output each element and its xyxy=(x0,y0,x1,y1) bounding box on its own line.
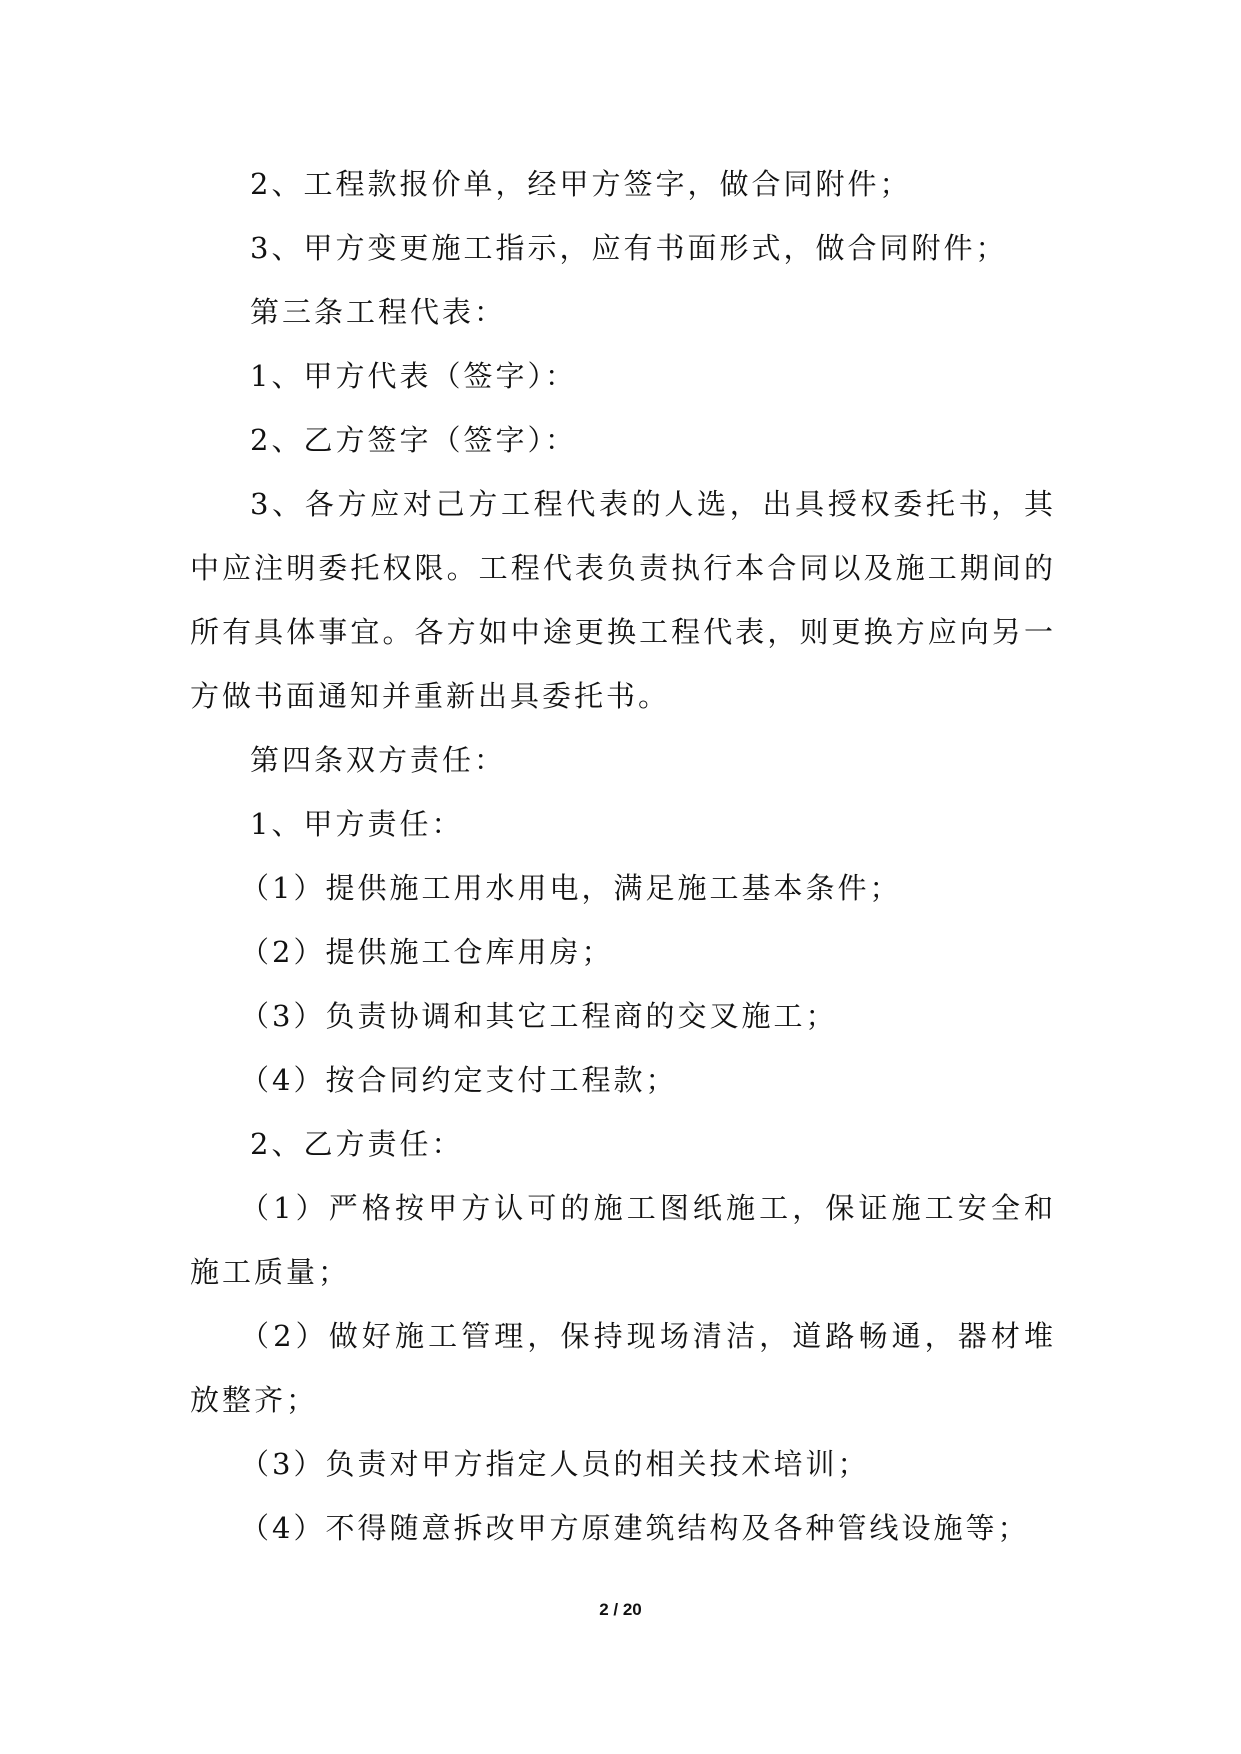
document-body xyxy=(190,152,1056,1560)
list-item-party-b-4: （4）不得随意拆改甲方原建筑结构及各种管线设施等； xyxy=(240,1511,1030,1545)
list-item-party-a-3: （3）负责协调和其它工程商的交叉施工； xyxy=(240,999,838,1033)
heading-article-3: 第三条工程代表： xyxy=(250,295,507,329)
paragraph-quote-attachment: 2、工程款报价单，经甲方签字，做合同附件； xyxy=(250,167,912,201)
list-item-party-b-3: （3）负责对甲方指定人员的相关技术培训； xyxy=(240,1447,870,1481)
heading-article-4: 第四条双方责任： xyxy=(250,743,507,777)
paragraph-change-instruction: 3、甲方变更施工指示，应有书面形式，做合同附件； xyxy=(250,231,1008,265)
page-number: 2 / 20 xyxy=(599,1600,642,1619)
list-item-party-a-4: （4）按合同约定支付工程款； xyxy=(240,1063,678,1097)
paragraph-party-b-signature: 2、乙方签字（签字）： xyxy=(250,423,577,457)
heading-party-a-duties: 1、甲方责任： xyxy=(250,807,464,841)
paragraph-party-a-representative: 1、甲方代表（签字）： xyxy=(250,359,577,393)
paragraph-authorization: 3、各方应对己方工程代表的人选，出具授权委托书，其中应注明委托权限。工程代表负责执行本合同以及施工期间的所有具体事宜。各方如中途更换工程代表，则更换方应向另一方做书面通知并重新出具委托书。 xyxy=(190,487,1056,713)
list-item-party-a-1: （1）提供施工用水用电，满足施工基本条件； xyxy=(240,871,902,905)
heading-party-b-duties: 2、乙方责任： xyxy=(250,1127,464,1161)
list-item-party-b-2: （2）做好施工管理，保持现场清洁，道路畅通，器材堆放整齐； xyxy=(190,1319,1056,1417)
list-item-party-a-2: （2）提供施工仓库用房； xyxy=(240,935,614,969)
list-item-party-b-1: （1）严格按甲方认可的施工图纸施工，保证施工安全和施工质量； xyxy=(190,1191,1056,1289)
